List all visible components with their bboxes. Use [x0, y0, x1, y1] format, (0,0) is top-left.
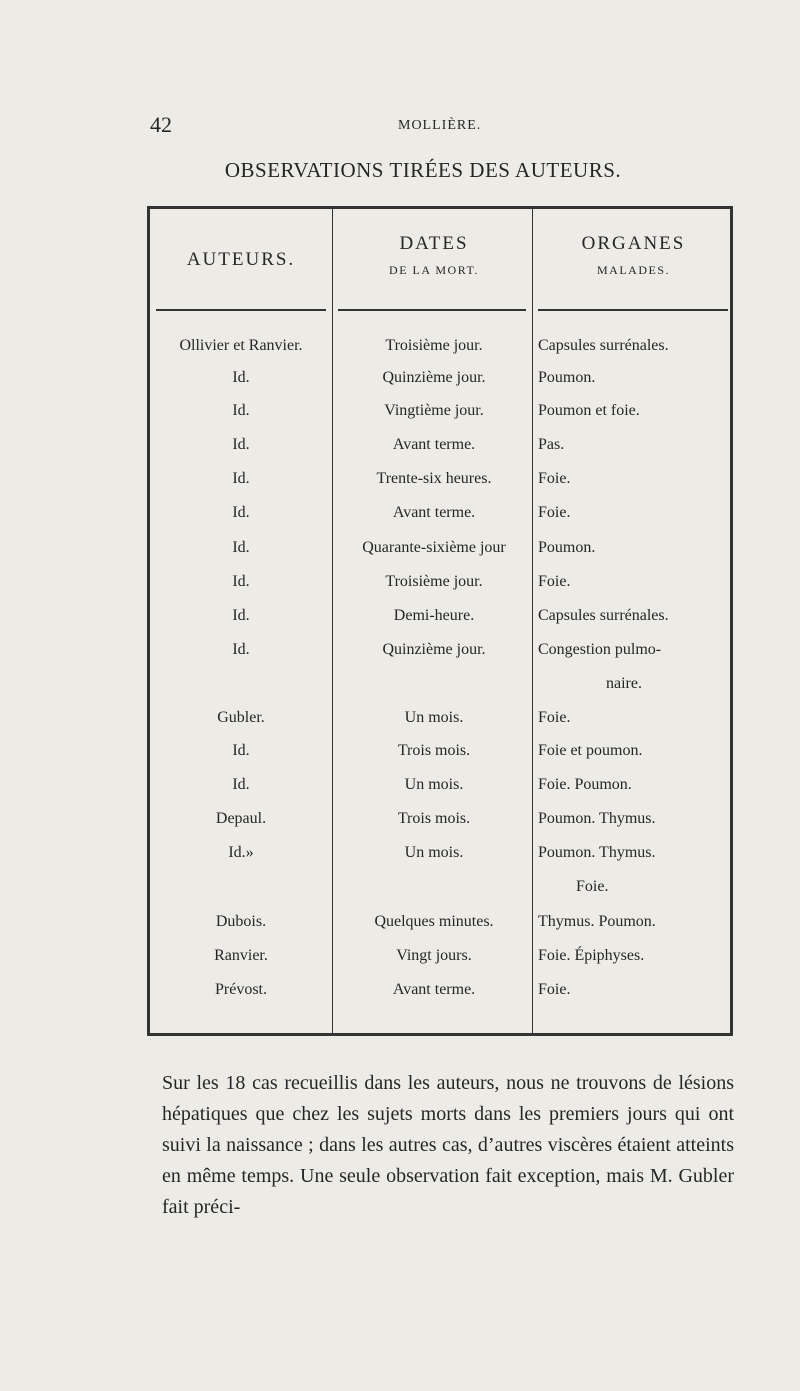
table-cell-auteur: Id.	[232, 436, 250, 453]
header-dates-label: DATES	[399, 233, 469, 254]
table-cell-auteur: Ranvier.	[214, 947, 268, 964]
table-cell-date: Avant terme.	[392, 981, 476, 998]
table-cell-organes: Foie et poumon.	[538, 742, 643, 759]
header-dates-sublabel: DE LA MORT.	[389, 263, 479, 277]
table-cell-organes: naire.	[606, 675, 642, 692]
table-cell-organes: Poumon.	[538, 539, 596, 556]
table-cell-auteur: Id.	[232, 369, 250, 386]
header-rule	[156, 309, 326, 311]
header-dates	[336, 233, 532, 278]
table-cell-date: Trois mois.	[397, 810, 471, 827]
table-cell-auteur: Prévost.	[215, 981, 267, 998]
header-auteurs	[150, 249, 332, 271]
table-cell-organes: Poumon. Thymus.	[538, 844, 656, 861]
table-cell-organes: Foie.	[538, 470, 571, 487]
table-cell-auteur: Id.	[232, 539, 250, 556]
table-cell-auteur: Gubler.	[217, 709, 265, 726]
table-cell-organes: Capsules surrénales.	[538, 337, 669, 354]
table-cell-date: Troisième jour.	[385, 573, 483, 590]
table-cell-date: Quinzième jour.	[382, 641, 486, 658]
table-cell-auteur: Id.	[232, 742, 250, 759]
body-paragraph: Sur les 18 cas recueillis dans les auteurs, nous ne trouvons de lésions hépatiques que chez les sujets morts dans les premiers jours qui ont suivi la naissance ; dans les autres cas, d’autres viscères étaient atteints en même temps. Une seule observation fait exception, mais M. Gubler fait préci-	[162, 1072, 734, 1218]
table-cell-auteur: Id.	[232, 573, 250, 590]
table-cell-organes: Pas.	[538, 436, 565, 453]
table-cell-auteur: Id.	[232, 641, 250, 658]
table-cell-date: Vingt jours.	[396, 947, 472, 964]
table-cell-organes: Capsules surrénales.	[538, 607, 669, 624]
header-rule	[338, 309, 526, 311]
column-divider	[332, 209, 333, 1033]
table-cell-organes: Poumon. Thymus.	[538, 810, 656, 827]
table-cell-organes: Foie.	[538, 981, 571, 998]
table-cell-auteur: Id.	[232, 607, 250, 624]
table-cell-organes: Foie.	[538, 504, 571, 521]
table-cell-organes: Foie.	[538, 573, 571, 590]
table-cell-organes: Poumon et foie.	[538, 402, 640, 419]
table-cell-auteur: Dubois.	[215, 913, 267, 930]
observations-table	[147, 206, 733, 1036]
header-rule	[538, 309, 728, 311]
table-cell-date: Quelques minutes.	[374, 913, 494, 930]
table-cell-organes: Poumon.	[538, 369, 596, 386]
table-cell-date: Un mois.	[404, 709, 464, 726]
table-cell-organes: Foie.	[576, 878, 609, 895]
table-cell-date: Quarante-sixième jour	[362, 539, 506, 556]
table-cell-date: Un mois.	[404, 776, 464, 793]
table-cell-auteur: Depaul.	[215, 810, 267, 827]
table-cell-date: Demi-heure.	[393, 607, 475, 624]
page-title: OBSERVATIONS TIRÉES DES AUTEURS.	[224, 158, 622, 182]
table-cell-date: Trente-six heures.	[376, 470, 492, 487]
table-cell-auteur: Ollivier et Ranvier.	[179, 337, 303, 354]
table-cell-auteur: Id.»	[228, 844, 254, 861]
header-organes-sublabel: MALADES.	[596, 263, 670, 277]
table-cell-organes: Foie. Poumon.	[538, 776, 632, 793]
header-organes	[536, 233, 731, 278]
table-cell-date: Quinzième jour.	[382, 369, 486, 386]
table-cell-auteur: Id.	[232, 402, 250, 419]
table-cell-date: Troisième jour.	[385, 337, 483, 354]
table-cell-organes: Foie. Épiphyses.	[538, 947, 645, 964]
table-cell-organes: Foie.	[538, 709, 571, 726]
column-divider	[532, 209, 533, 1033]
table-cell-organes: Thymus. Poumon.	[538, 913, 656, 930]
header-organes-label: ORGANES	[581, 233, 686, 254]
table-cell-date: Trois mois.	[397, 742, 471, 759]
table-cell-auteur: Id.	[232, 470, 250, 487]
table-cell-organes: Congestion pulmo-	[538, 641, 662, 658]
table-cell-date: Vingtième jour.	[384, 402, 484, 419]
table-cell-date: Avant terme.	[392, 436, 476, 453]
table-cell-date: Un mois.	[404, 844, 464, 861]
table-cell-date: Avant terme.	[392, 504, 476, 521]
table-cell-auteur: Id.	[232, 504, 250, 521]
table-cell-auteur: Id.	[232, 776, 250, 793]
page-number: 42	[150, 112, 172, 137]
running-head: MOLLIÈRE.	[398, 118, 482, 133]
header-auteurs-label: AUTEURS.	[186, 249, 296, 270]
